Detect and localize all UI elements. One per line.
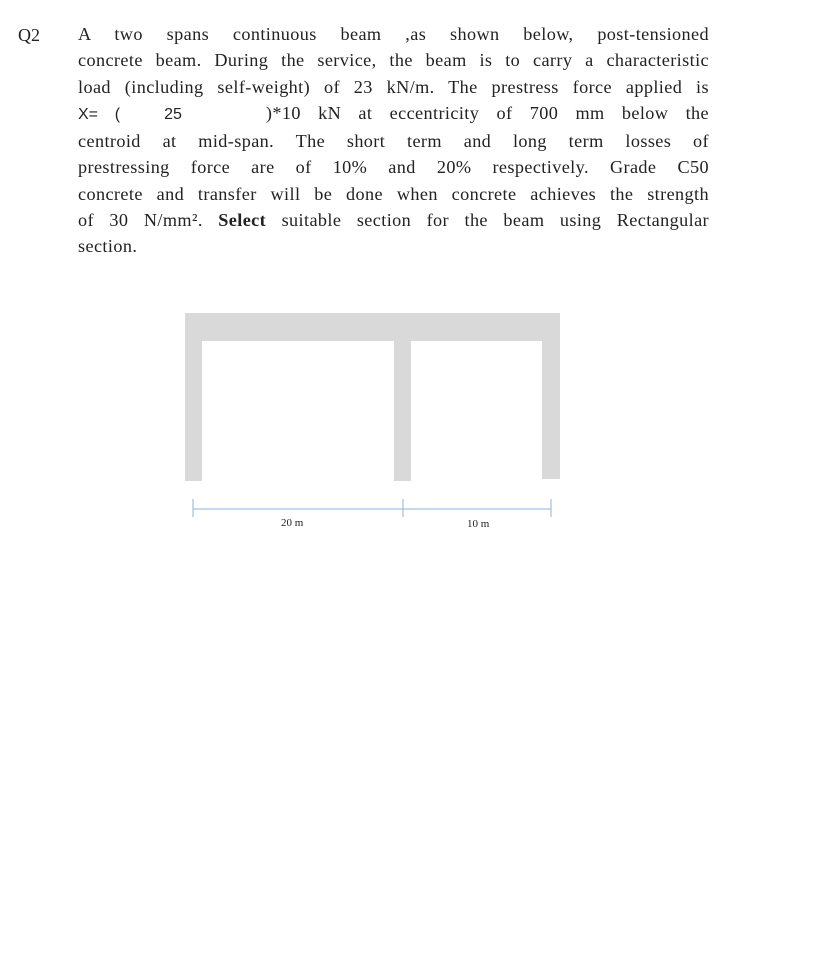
question-line-3: load (including self-weight) of 23 kN/m. The prestress force applied is (78, 76, 709, 97)
column-left (185, 313, 202, 481)
line8-before: of 30 N/mm². (78, 210, 219, 231)
force-value: 25 (164, 105, 182, 123)
question-line-9: section. (78, 236, 138, 257)
line8-after: suitable section for the beam using Rectangular (266, 210, 709, 231)
select-keyword: Select (218, 210, 267, 231)
beam (185, 313, 560, 341)
question-text (78, 21, 709, 260)
column-middle (394, 313, 411, 481)
column-right (542, 313, 560, 479)
question-line-6: prestressing force are of 10% and 20% respectively. Grade C50 (78, 157, 709, 178)
span-label-1: 20 m (281, 517, 304, 529)
question-line-4 (78, 100, 709, 128)
question-line-2: concrete beam. During the service, the beam is to carry a characteristic (78, 50, 709, 71)
question-line-1: A two spans continuous beam ,as shown below, post-tensioned (78, 24, 709, 44)
force-prefix: X= ( (78, 105, 121, 123)
span-label-2: 10 m (467, 518, 490, 530)
question-line-5: centroid at mid-span. The short term and long term losses of (78, 131, 709, 152)
question-line-7: concrete and transfer will be done when concrete achieves the strength (78, 183, 709, 204)
question-line-8 (78, 207, 709, 233)
force-suffix: )*10 kN at eccentricity of 700 mm below the (265, 102, 709, 123)
question-number: Q2 (18, 25, 40, 45)
